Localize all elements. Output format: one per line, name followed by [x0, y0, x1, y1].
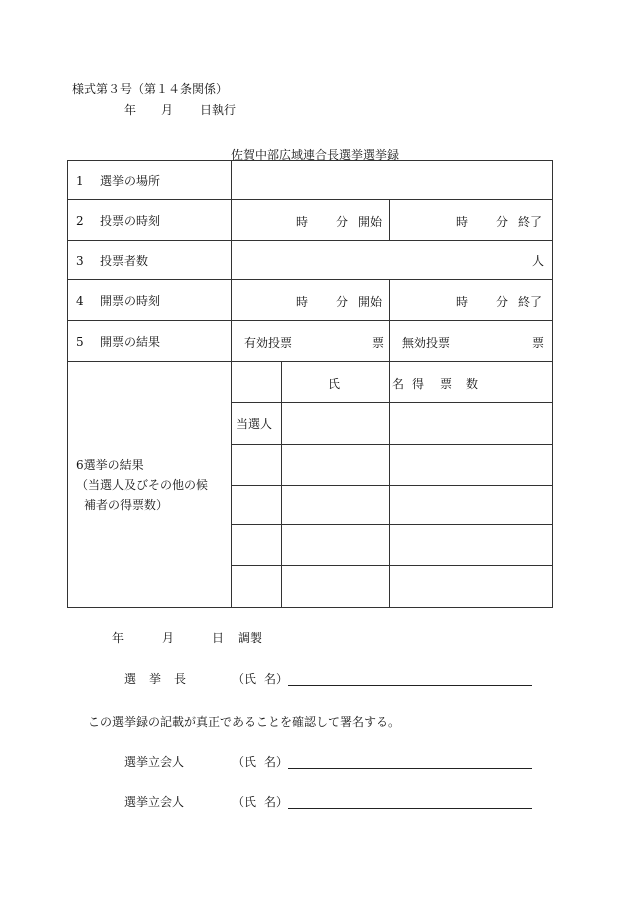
election-result-label: 6選挙の結果 （当選人及びその他の候 補者の得票数）: [68, 362, 232, 608]
vote-count-header: 得 票 数: [390, 362, 553, 403]
candidate-name-cell: [282, 486, 390, 525]
voting-end-cell: 時 分 終了: [390, 200, 553, 241]
vote-count-cell: [390, 566, 553, 608]
valid-votes-cell: 有効投票 票: [232, 321, 390, 362]
counting-start-cell: 時 分 開始: [232, 280, 390, 321]
result-header-row: [68, 362, 553, 403]
row-label: 3 投票者数: [68, 241, 232, 280]
exec-day: 日執行: [200, 103, 237, 117]
chair-signature-row: 選 挙 長 （氏 名）: [0, 670, 630, 690]
candidate-name-cell: [282, 525, 390, 566]
row-counting-result: [68, 321, 553, 362]
row-election-place: [68, 161, 553, 200]
witness2-signature-line[interactable]: [288, 808, 532, 809]
vote-count-cell: [390, 445, 553, 486]
place-value: [232, 161, 553, 200]
prepared-date: 年 月 日 調製: [112, 631, 263, 645]
vote-count-cell: [390, 403, 553, 445]
chair-signature-line[interactable]: [288, 685, 532, 686]
candidate-name-header: 氏 名: [282, 362, 390, 403]
counting-end-cell: 時 分 終了: [390, 280, 553, 321]
candidate-name-cell: [282, 566, 390, 608]
row-voter-count: [68, 241, 553, 280]
candidate-name-cell: [282, 403, 390, 445]
row-counting-time: [68, 280, 553, 321]
invalid-votes-cell: 無効投票 票: [390, 321, 553, 362]
winner-label: 当選人: [232, 403, 282, 445]
row-label: 1 選挙の場所: [68, 161, 232, 200]
vote-count-cell: [390, 525, 553, 566]
voting-start-cell: 時 分 開始: [232, 200, 390, 241]
witness2-signature-row: 選挙立会人 （氏 名）: [0, 793, 630, 813]
voter-count-unit: 人: [232, 241, 553, 280]
form-number: 様式第３号（第１４条関係）: [72, 82, 229, 96]
election-record-table: [67, 160, 553, 608]
witness1-signature-row: 選挙立会人 （氏 名）: [0, 753, 630, 773]
certification-statement: この選挙録の記載が真正であることを確認して署名する。: [88, 715, 401, 729]
row-label: 5 開票の結果: [68, 321, 232, 362]
winner-col-header: [232, 362, 282, 403]
witness1-signature-line[interactable]: [288, 768, 532, 769]
document-title: 佐賀中部広域連合長選挙選挙録: [230, 148, 399, 162]
exec-year: 年: [124, 103, 137, 117]
row-label: 4 開票の時刻: [68, 280, 232, 321]
row-label: 2 投票の時刻: [68, 200, 232, 241]
exec-month: 月: [161, 103, 174, 117]
candidate-name-cell: [282, 445, 390, 486]
vote-count-cell: [390, 486, 553, 525]
row-voting-time: [68, 200, 553, 241]
